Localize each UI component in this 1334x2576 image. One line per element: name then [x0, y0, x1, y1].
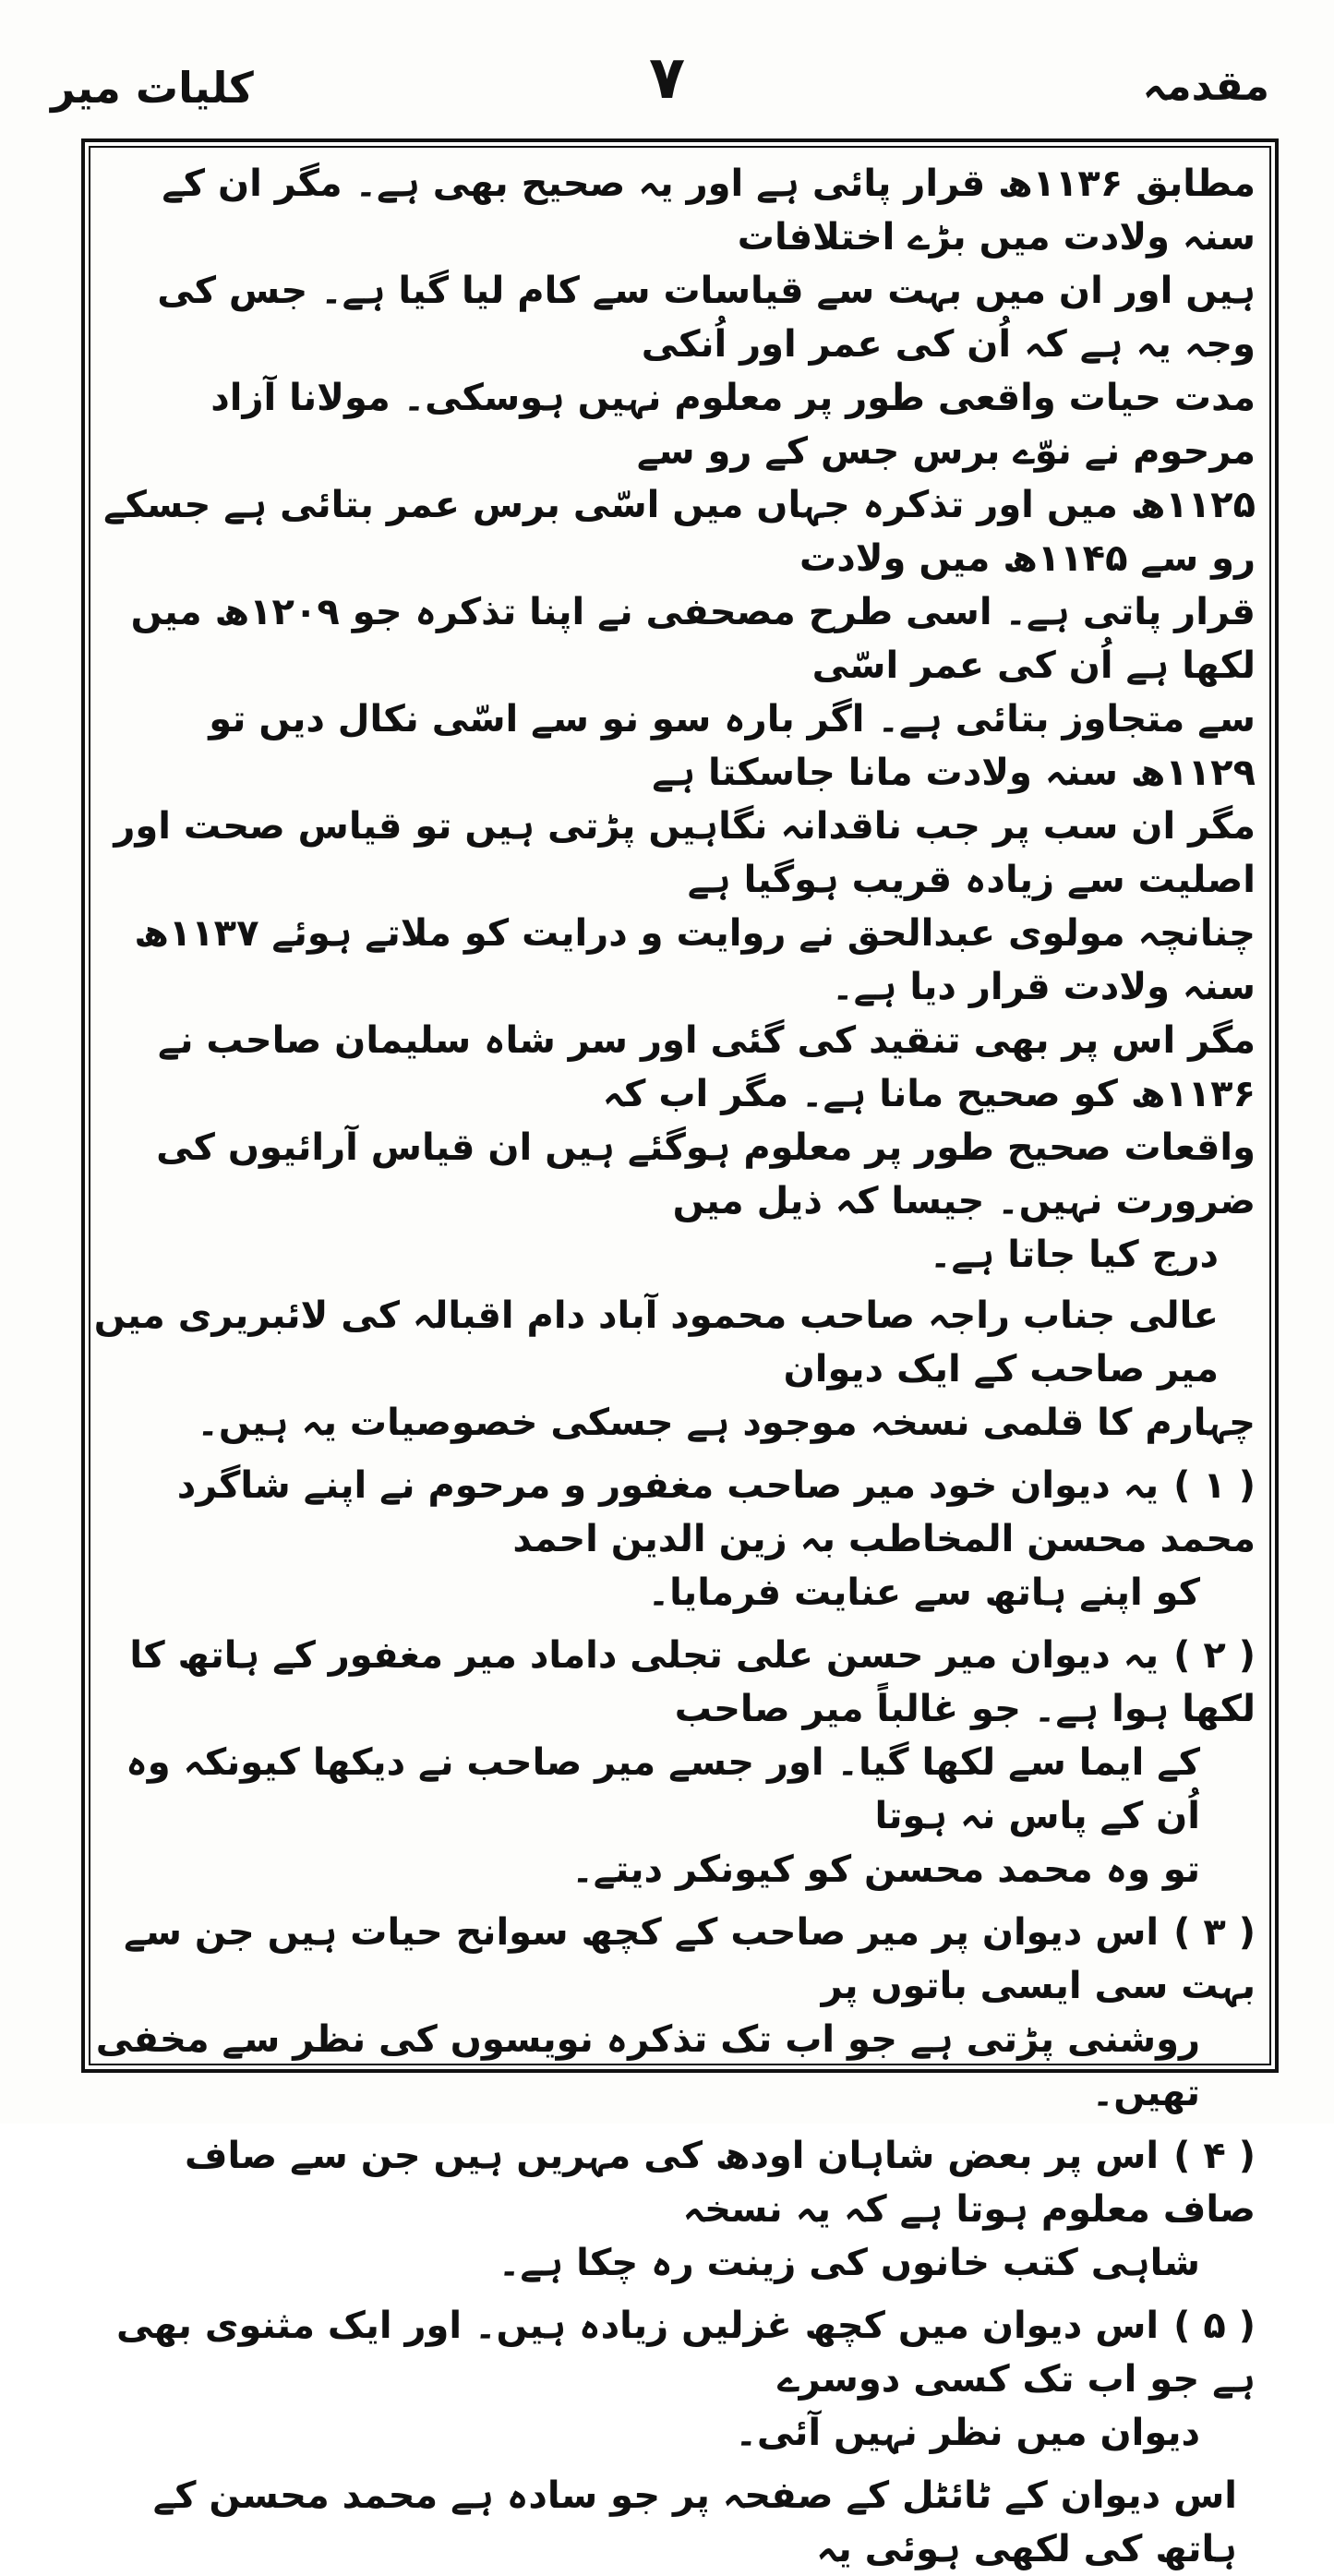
text-line: واقعات صحیح طور پر معلوم ہوگئے ہیں ان قیاس آرائیوں کی ضرورت نہیں۔ جیسا کہ ذیل میں — [156, 1126, 1256, 1222]
text-line: یہ دیوان میر حسن علی تجلی داماد میر مغفور کے ہاتھ کا لکھا ہوا ہے۔ جو غالباً میر صاحب — [129, 1634, 1256, 1730]
closing-paragraph — [88, 2469, 1256, 2576]
text-line: مگر ان سب پر جب ناقدانہ نگاہیں پڑتی ہیں تو قیاس صحت اور اصلیت سے زیادہ قریب ہوگیا ہے — [114, 805, 1256, 901]
item-number: ( ۲ ) — [1173, 1634, 1256, 1677]
page-number: ۷ — [648, 44, 686, 113]
running-head — [51, 44, 1283, 127]
item-number: ( ۴ ) — [1173, 2135, 1256, 2177]
text-line: مدت حیات واقعی طور پر معلوم نہیں ہوسکی۔ مولانا آزاد مرحوم نے نوّے برس جس کے رو سے — [210, 377, 1256, 473]
text-line: مگر اس پر بھی تنقید کی گئی اور سر شاہ سلیمان صاحب نے ۱۱۳۶ھ کو صحیح مانا ہے۔ مگر اب کہ — [158, 1019, 1256, 1115]
list-item — [88, 2299, 1256, 2460]
text-line: ہیں اور ان میں بہت سے قیاسات سے کام لیا گیا ہے۔ جس کی وجہ یہ ہے کہ اُن کی عمر اور اُنکی — [157, 270, 1256, 366]
text-line: دیوان میں نظر نہیں آئی۔ — [735, 2412, 1200, 2454]
section-label: مقدمہ — [1142, 63, 1269, 110]
text-line: کو اپنے ہاتھ سے عنایت فرمایا۔ — [647, 1571, 1200, 1614]
paragraph — [88, 1289, 1256, 1450]
text-line: درج کیا جاتا ہے۔ — [930, 1234, 1219, 1276]
book-title: کلیات میر — [51, 63, 254, 113]
list-item — [88, 1906, 1256, 2120]
list-item — [88, 1629, 1256, 1896]
item-number: ( ۵ ) — [1173, 2305, 1256, 2347]
list-item — [88, 2129, 1256, 2290]
text-line: تو وہ محمد محسن کو کیونکر دیتے۔ — [571, 1848, 1200, 1891]
item-number: ( ۱ ) — [1173, 1464, 1256, 1507]
text-line: روشنی پڑتی ہے جو اب تک تذکرہ نویسوں کی نظر سے مخفی تھیں۔ — [95, 2018, 1200, 2114]
text-line: یہ دیوان خود میر صاحب مغفور و مرحوم نے اپنے شاگرد محمد محسن المخاطب بہ زین الدین احمد — [176, 1464, 1256, 1560]
list-item — [88, 1459, 1256, 1619]
text-line: شاہی کتب خانوں کی زینت رہ چکا ہے۔ — [498, 2242, 1200, 2284]
text-line: چنانچہ مولوی عبدالحق نے روایت و درایت کو ملاتے ہوئے ۱۱۳۷ھ سنہ ولادت قرار دیا ہے۔ — [134, 912, 1256, 1008]
text-line: مطابق ۱۱۳۶ھ قرار پائی ہے اور یہ صحیح بھی ہے۔ مگر ان کے سنہ ولادت میں بڑے اختلافات — [162, 163, 1256, 259]
text-line: اس پر بعض شاہان اودھ کی مہریں ہیں جن سے صاف صاف معلوم ہوتا ہے کہ یہ نسخہ — [185, 2135, 1256, 2231]
text-line: اس دیوان پر میر صاحب کے کچھ سوانح حیات ہیں جن سے بہت سی ایسی باتوں پر — [124, 1911, 1256, 2007]
text-line: کے ایما سے لکھا گیا۔ اور جسے میر صاحب نے دیکھا کیونکہ وہ اُن کے پاس نہ ہوتا — [126, 1741, 1200, 1837]
body-text — [88, 157, 1256, 2576]
text-line: عالی جناب راجہ صاحب محمود آباد دام اقبالہ کی لائبریری میں میر صاحب کے ایک دیوان — [93, 1294, 1219, 1390]
text-line: اس دیوان کے ٹائٹل کے صفحہ پر جو سادہ ہے محمد محسن کے ہاتھ کی لکھی ہوئی یہ — [152, 2474, 1237, 2570]
item-number: ( ۳ ) — [1173, 1911, 1256, 1954]
text-line: ۱۱۲۵ھ میں اور تذکرہ جہاں میں اسّی برس عمر بتائی ہے جسکے رو سے ۱۱۴۵ھ میں ولادت — [103, 484, 1256, 580]
text-line: اس دیوان میں کچھ غزلیں زیادہ ہیں۔ اور ایک مثنوی بھی ہے جو اب تک کسی دوسرے — [116, 2305, 1256, 2401]
paragraph — [88, 157, 1256, 1282]
text-line: چہارم کا قلمی نسخہ موجود ہے جسکی خصوصیات یہ ہیں۔ — [197, 1402, 1256, 1444]
text-line: سے متجاوز بتائی ہے۔ اگر بارہ سو نو سے اسّی نکال دیں تو ۱۱۲۹ھ سنہ ولادت مانا جاسکتا ہے — [209, 698, 1256, 794]
text-line: قرار پاتی ہے۔ اسی طرح مصحفی نے اپنا تذکرہ جو ۱۲۰۹ھ میں لکھا ہے اُن کی عمر اسّی — [130, 591, 1256, 687]
